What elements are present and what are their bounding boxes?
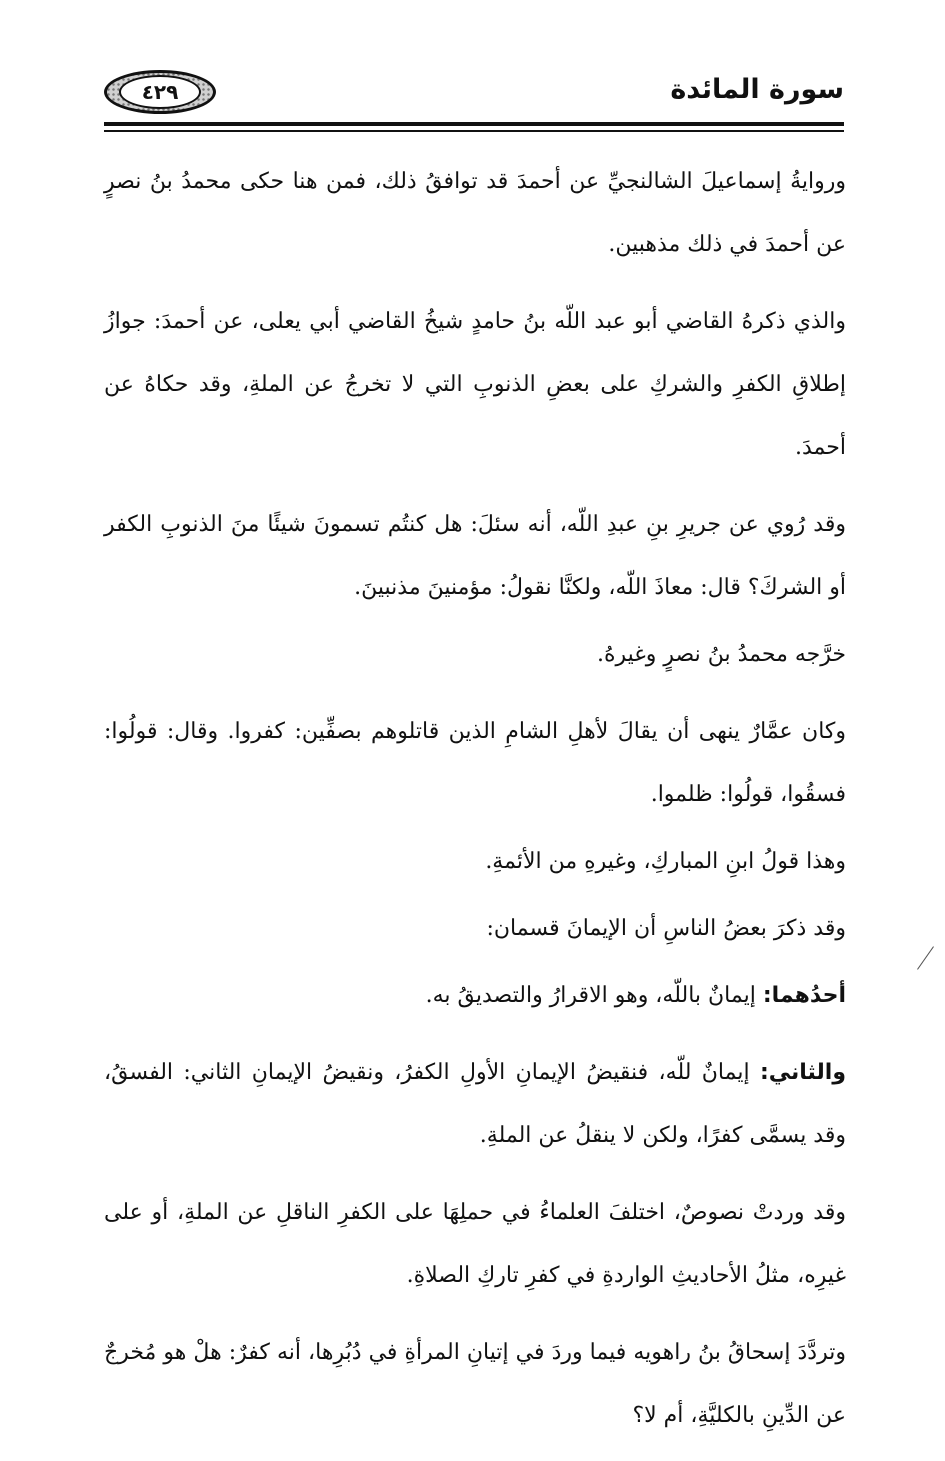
paragraph [104,830,846,893]
paragraph [104,700,846,826]
paragraph-text: وكان عمَّارٌ ينهى أن يقالَ لأهلِ الشامِ الذين قاتلوهم بصفِّين: كفروا. وقال: قولُوا: فسقُوا، قولُوا: ظلموا. [104,719,846,807]
paragraph [104,150,846,276]
paragraph [104,964,846,1027]
page-number: ٤٢٩ [119,75,201,109]
paragraph-text: وقد وردتْ نصوصٌ، اختلفَ العلماءُ في حملِهَا على الكفرِ الناقلِ عن الملةِ، أو على غيرِه، مثلُ الأحاديثِ الواردةِ في كفرِ تاركِ الصلاةِ. [104,1200,846,1288]
paragraph-lead: أحدُهما: [762,983,846,1008]
page-number-badge [104,70,216,114]
paragraph-text: والذي ذكرهُ القاضي أبو عبد اللّه بنُ حامدٍ شيخُ القاضي أبي يعلى، عن أحمدَ: جوازُ إطلاقِ الكفرِ والشركِ على بعضِ الذنوبِ التي لا تخرجُ عن الملةِ، وقد حكاهُ عن أحمدَ. [104,309,846,460]
paragraph-text: إيمانٌ باللّه، وهو الاقرارُ والتصديقُ به. [425,983,763,1008]
paragraph-lead: والثاني: [759,1060,846,1085]
paragraph [104,290,846,479]
paragraph-text: وقد رُوي عن جريرِ بنِ عبدِ اللّه، أنه سئلَ: هل كنتُم تسمونَ شيئًا منَ الذنوبِ الكفر أو الشركَ؟ قال: معاذَ اللّه، ولكنَّا نقولُ: مؤمنينَ مذنبينَ. [104,512,846,600]
paragraph-text: إيمانٌ للّه، فنقيضُ الإيمانِ الأولِ الكفرُ، ونقيضُ الإيمانِ الثاني: الفسقُ، وقد يسمَّى كفرًا، ولكن لا ينقلُ عن الملةِ. [104,1060,846,1148]
page-header [104,68,844,130]
header-rule-thick [104,122,844,126]
paragraph [104,1041,846,1167]
paragraph [104,1321,846,1447]
paragraph [104,493,846,619]
paragraph [104,897,846,960]
body-text [104,150,846,1461]
margin-mark [917,946,934,970]
surah-title: سورة المائدة [670,74,844,105]
paragraph [104,1181,846,1307]
paragraph-text: وتردَّدَ إسحاقُ بنُ راهويه فيما وردَ في إتيانِ المرأةِ في دُبُرِها، أنه كفرٌ: هلْ هو مُخرجٌ عن الدِّينِ بالكليَّةِ، أم لا؟ [104,1340,846,1428]
paragraph-text: وقد ذكرَ بعضُ الناسِ أن الإيمانَ قسمان: [486,916,846,941]
header-rule-thin [104,130,844,132]
paragraph-text: وروايةُ إسماعيلَ الشالنجيِّ عن أحمدَ قد توافقُ ذلك، فمن هنا حكى محمدُ بنُ نصرٍ عن أحمدَ في ذلك مذهبين. [104,169,846,257]
paragraph-text: وهذا قولُ ابنِ المباركِ، وغيرهِ من الأئمةِ. [485,849,846,874]
paragraph-text: خرَّجه محمدُ بنُ نصرٍ وغيرهُ. [597,642,846,667]
paragraph [104,623,846,686]
